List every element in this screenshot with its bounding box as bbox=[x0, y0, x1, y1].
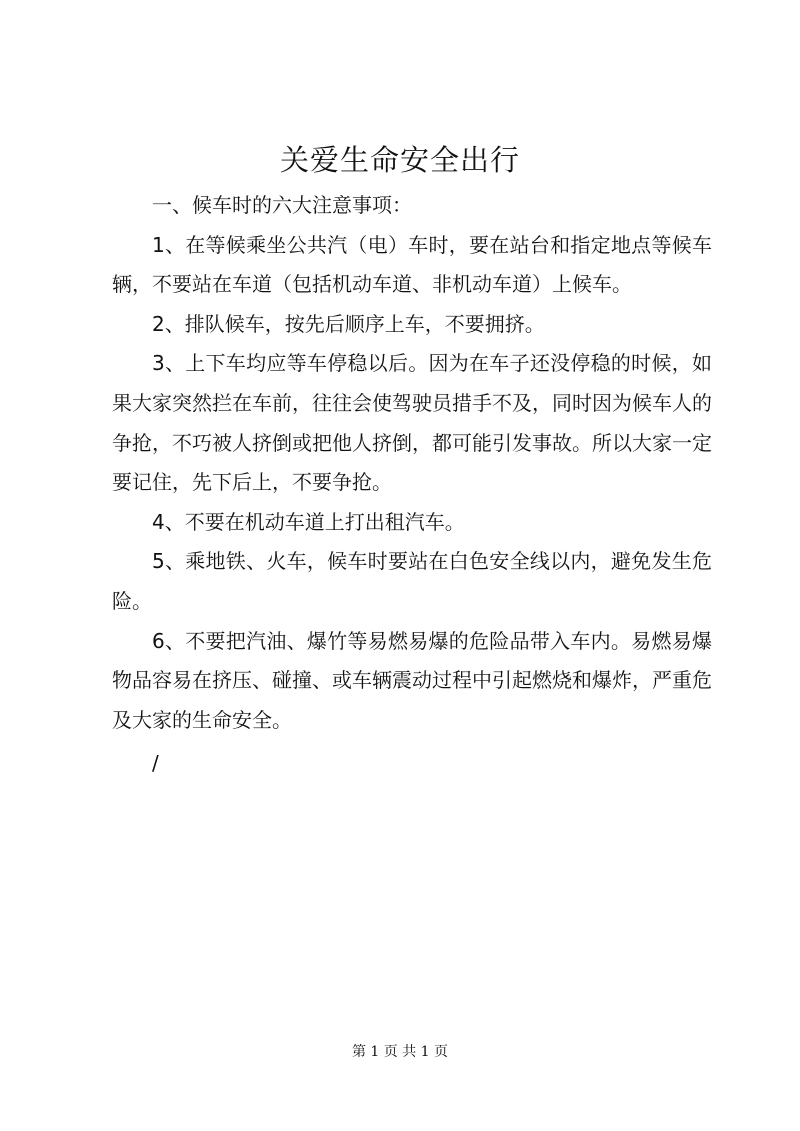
paragraph-item-4: 4、不要在机动车道上打出租汽车。 bbox=[152, 509, 465, 534]
trailing-mark: / bbox=[152, 751, 159, 776]
document-body bbox=[112, 186, 712, 784]
paragraph-item-6: 6、不要把汽油、爆竹等易燃易爆的危险品带入车内。易燃易爆物品容易在挤压、碰撞、或车辆震动过程中引起燃烧和爆炸，严重危及大家的生命安全。 bbox=[112, 628, 712, 732]
paragraph-item-5: 5、乘地铁、火车，候车时要站在白色安全线以内，避免发生危险。 bbox=[112, 549, 712, 613]
paragraph-item-2: 2、排队候车，按先后顺序上车，不要拥挤。 bbox=[152, 311, 545, 336]
document-title: 关爱生命安全出行 bbox=[279, 143, 520, 177]
paragraph-item-1: 1、在等候乘坐公共汽（电）车时，要在站台和指定地点等候车辆，不要站在车道（包括机动车道、非机动车道）上候车。 bbox=[112, 232, 712, 297]
page-footer: 第 1 页 共 1 页 bbox=[351, 1044, 449, 1060]
paragraph-item-3: 3、上下车均应等车停稳以后。因为在车子还没停稳的时候，如果大家突然拦在车前，往往会使驾驶员措手不及，同时因为候车人的争抢，不巧被人挤倒或把他人挤倒，都可能引发事故。所以大家一定要记住，先下后上，不要争抢。 bbox=[112, 351, 712, 495]
paragraph-section-heading: 一、候车时的六大注意事项： bbox=[152, 193, 412, 217]
